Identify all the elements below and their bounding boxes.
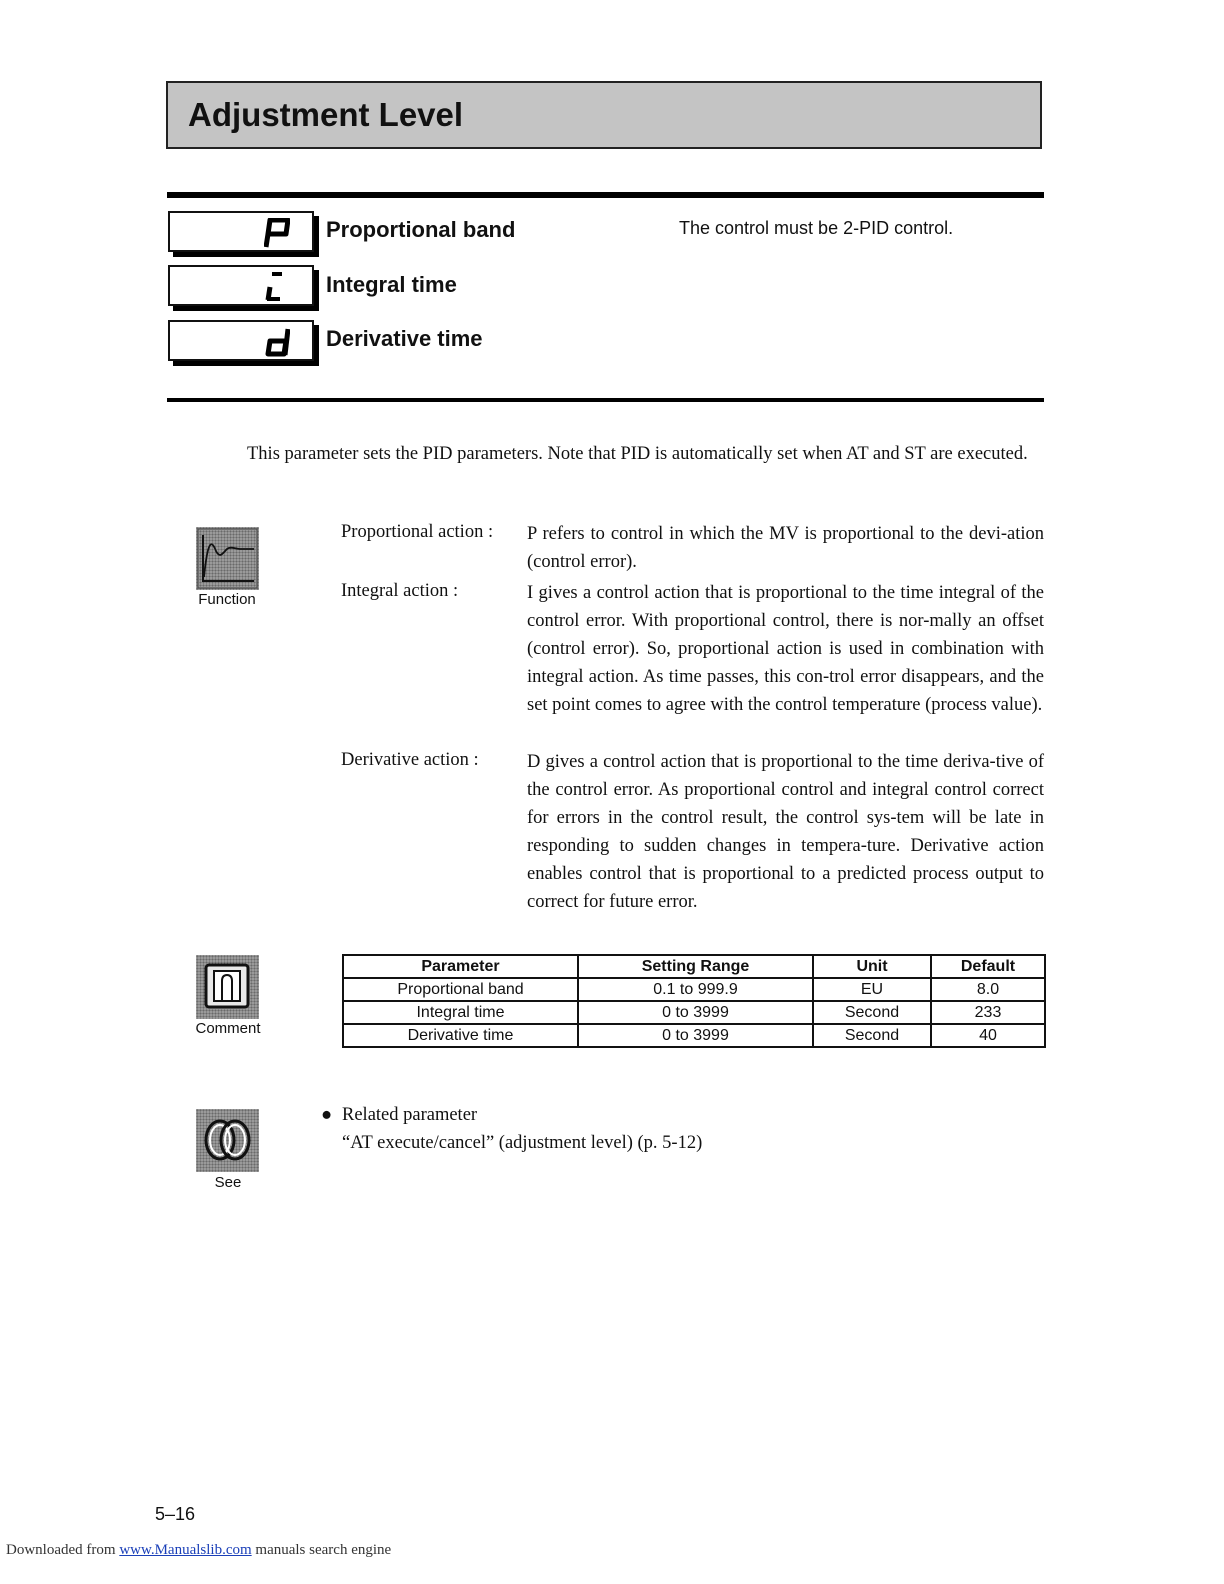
term-derivative-action: Derivative action : — [341, 750, 479, 770]
cell-unit: Second — [813, 1024, 931, 1047]
cell-default: 8.0 — [931, 978, 1045, 1001]
desc-derivative-action: D gives a control action that is proportional to the time deriva-tive of the control error. As proportional control and integral control correct for errors in the control result, the control sys-tem will be late in responding to sudden changes in tempera-ture. Derivative action enables control that is proportional to a predicted process output to correct for future error. — [527, 752, 1044, 912]
section-header — [166, 81, 1042, 149]
footer-suffix: manuals search engine — [255, 1542, 392, 1558]
section-rule — [167, 398, 1044, 402]
page-number: 5–16 — [155, 1504, 196, 1524]
display-i — [168, 265, 314, 306]
settings-table — [342, 954, 1046, 1048]
related-parameter-link[interactable]: “AT execute/cancel” (adjustment level) (p. 5-12) — [342, 1133, 703, 1153]
see-icon — [196, 1109, 259, 1172]
term-integral-action: Integral action : — [341, 581, 459, 601]
function-caption: Function — [198, 591, 256, 608]
table-row — [343, 1024, 1045, 1047]
comment-caption: Comment — [195, 1020, 261, 1037]
footer-link[interactable]: www.Manualslib.com — [119, 1542, 252, 1558]
cell-parameter: Integral time — [343, 1001, 578, 1024]
param-name-proportional-band: Proportional band — [326, 217, 516, 242]
cell-range: 0 to 3999 — [578, 1024, 813, 1047]
display-d — [168, 320, 314, 361]
intro-paragraph: This parameter sets the PID parameters. Note that PID is automatically set when AT and ST are executed. — [247, 444, 1028, 464]
comment-icon — [196, 955, 259, 1019]
cell-unit: Second — [813, 1001, 931, 1024]
col-header-unit: Unit — [813, 955, 931, 978]
see-caption: See — [214, 1174, 242, 1191]
table-header-row — [343, 955, 1045, 978]
cell-range: 0 to 3999 — [578, 1001, 813, 1024]
footer — [6, 1542, 391, 1559]
cell-default: 40 — [931, 1024, 1045, 1047]
table-row — [343, 1001, 1045, 1024]
function-icon — [196, 527, 259, 590]
footer-prefix: Downloaded from — [6, 1542, 116, 1558]
param-name-derivative-time: Derivative time — [326, 326, 483, 351]
cell-parameter: Derivative time — [343, 1024, 578, 1047]
col-header-default: Default — [931, 955, 1045, 978]
col-header-parameter: Parameter — [343, 955, 578, 978]
cell-default: 233 — [931, 1001, 1045, 1024]
table-row — [343, 978, 1045, 1001]
cell-parameter: Proportional band — [343, 978, 578, 1001]
top-rule — [167, 192, 1044, 198]
seven-segment-p-icon — [264, 218, 290, 248]
desc-integral-action: I gives a control action that is proportional to the time integral of the control error. With proportional control, there is nor-mally an offset (control error). So, proportional action is used in combination with integral action. As time passes, this con-trol error disappears, and the set point comes to agree with the control temperature (process value). — [527, 583, 1044, 715]
related-parameter-title: Related parameter — [342, 1105, 478, 1125]
page-title: Adjustment Level — [188, 96, 464, 133]
seven-segment-i-icon — [264, 272, 290, 302]
param-name-integral-time: Integral time — [326, 272, 457, 297]
desc-proportional-action: P refers to control in which the MV is proportional to the devi-ation (control error). — [527, 524, 1044, 572]
bullet-icon: ● — [321, 1105, 333, 1125]
cell-range: 0.1 to 999.9 — [578, 978, 813, 1001]
condition-note: The control must be 2-PID control. — [679, 218, 954, 238]
col-header-setting-range: Setting Range — [578, 955, 813, 978]
cell-unit: EU — [813, 978, 931, 1001]
seven-segment-d-icon — [264, 327, 290, 357]
term-proportional-action: Proportional action : — [341, 522, 494, 542]
display-p — [168, 211, 314, 252]
